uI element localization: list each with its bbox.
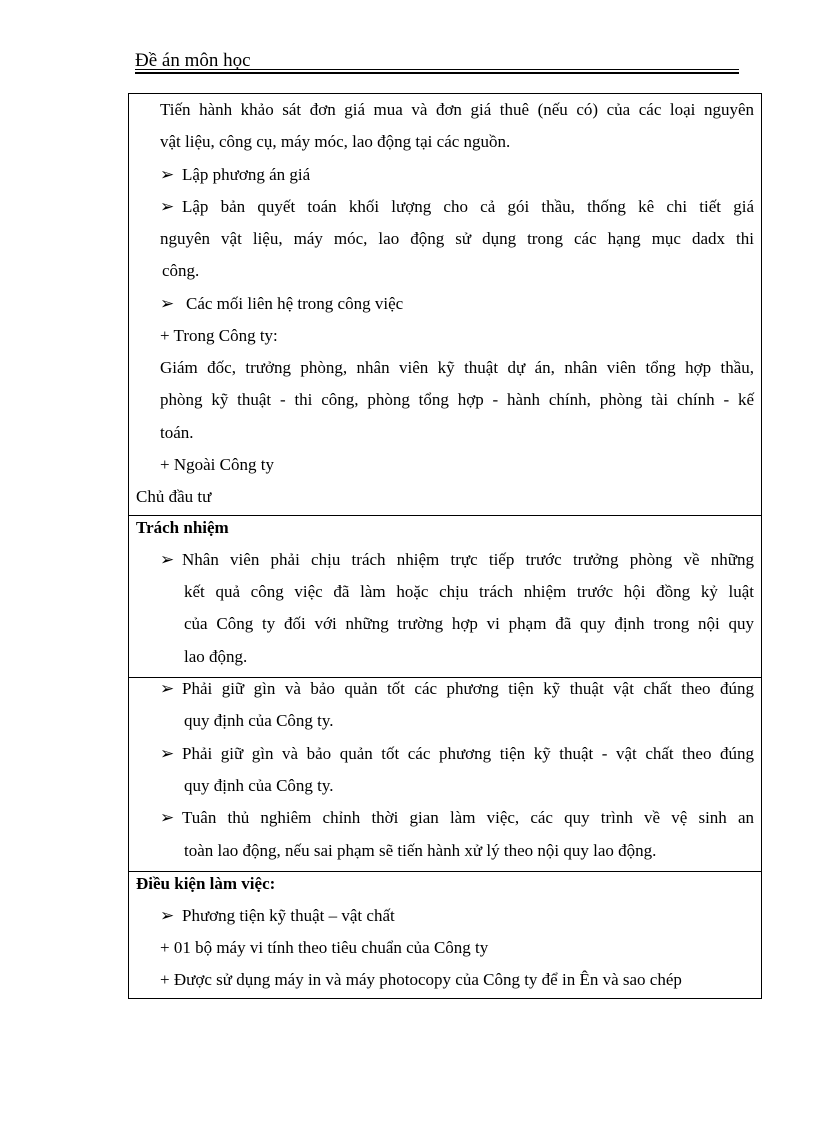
text-line: + Ngoài Công ty <box>160 455 274 474</box>
text-line: phòng kỹ thuật - thi công, phòng tổng hợp - hành chính, phòng tài chính - kế <box>160 390 754 409</box>
table-cell-obligations <box>129 678 761 872</box>
table-cell-responsibility <box>129 516 761 678</box>
section-heading: Trách nhiệm <box>136 518 229 537</box>
list-item <box>160 165 310 185</box>
arrow-bullet-icon: ➢ <box>160 906 175 925</box>
table-cell-working-conditions <box>129 872 761 998</box>
text-line: toán. <box>160 423 194 442</box>
text-line: lao động. <box>184 647 248 666</box>
arrow-bullet-icon: ➢ <box>160 165 175 184</box>
list-item <box>160 906 395 926</box>
arrow-bullet-icon: ➢ <box>160 550 175 569</box>
text-line: Chủ đầu tư <box>136 487 212 506</box>
list-item <box>160 294 403 314</box>
list-item-text: Lập phương án giá <box>182 165 311 184</box>
list-item-text: Phải giữ gìn và bảo quản tốt các phương tiện kỹ thuật vật chất theo đúng <box>182 679 754 698</box>
text-line: công. <box>162 261 200 280</box>
arrow-bullet-icon: ➢ <box>160 679 175 698</box>
arrow-bullet-icon: ➢ <box>160 808 175 827</box>
text-line: quy định của Công ty. <box>184 776 334 795</box>
list-item <box>160 808 754 828</box>
header-rule <box>135 69 739 70</box>
text-line: Tiến hành khảo sát đơn giá mua và đơn giá thuê (nếu có) của các loại nguyên <box>160 100 754 119</box>
list-item <box>160 679 754 699</box>
list-item-text: Các mối liên hệ trong công việc <box>186 294 404 313</box>
arrow-bullet-icon: ➢ <box>160 197 175 216</box>
text-line: kết quả công việc đã làm hoặc chịu trách nhiệm trước hội đồng kỷ luật <box>184 582 754 601</box>
text-line: của Công ty đối với những trường hợp vi phạm đã quy định trong nội quy <box>184 614 754 633</box>
list-item-text: Nhân viên phải chịu trách nhiệm trực tiếp trước trưởng phòng về những <box>182 550 754 569</box>
list-item <box>160 197 754 217</box>
list-item-text: Lập bản quyết toán khối lượng cho cả gói thầu, thống kê chi tiết giá <box>182 197 754 216</box>
text-line: vật liệu, công cụ, máy móc, lao động tại các nguồn. <box>160 132 511 151</box>
text-line: Giám đốc, trưởng phòng, nhân viên kỹ thuật dự án, nhân viên tổng hợp thầu, <box>160 358 754 377</box>
job-description-table <box>128 93 762 999</box>
list-item-text: Tuân thủ nghiêm chỉnh thời gian làm việc, các quy trình về vệ sinh an <box>182 808 754 827</box>
section-heading: Điều kiện làm việc: <box>136 874 276 893</box>
text-line: quy định của Công ty. <box>184 711 334 730</box>
list-item-text: Phương tiện kỹ thuật – vật chất <box>182 906 395 925</box>
list-item <box>160 550 754 570</box>
arrow-bullet-icon: ➢ <box>160 294 175 313</box>
text-line: + 01 bộ máy vi tính theo tiêu chuẩn của Công ty <box>160 938 489 957</box>
arrow-bullet-icon: ➢ <box>160 744 175 763</box>
list-item <box>160 744 754 764</box>
text-line: toàn lao động, nếu sai phạm sẽ tiến hành xử lý theo nội quy lao động. <box>184 841 657 860</box>
header-rule-thick <box>135 72 739 74</box>
text-line: + Trong Công ty: <box>160 326 278 345</box>
list-item-text: Phải giữ gìn và bảo quản tốt các phương tiện kỹ thuật - vật chất theo đúng <box>182 744 754 763</box>
text-line: nguyên vật liệu, máy móc, lao động sử dụng trong các hạng mục dadx thi <box>160 229 754 248</box>
table-cell-duties <box>129 94 761 516</box>
text-line: + Được sử dụng máy in và máy photocopy của Công ty để in Ên và sao chép <box>160 970 682 989</box>
page-header <box>135 50 739 74</box>
header-title: Đề án môn học <box>135 50 251 71</box>
